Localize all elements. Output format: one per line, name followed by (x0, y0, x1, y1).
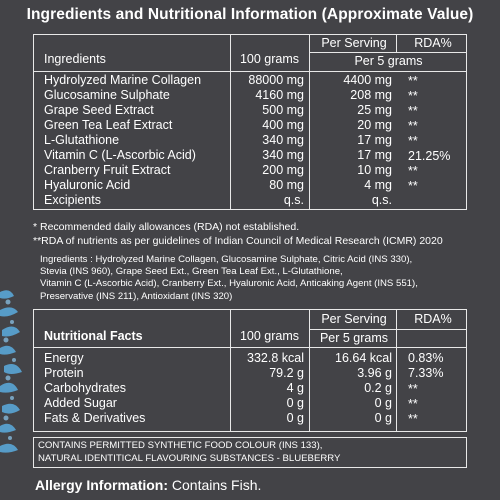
leaf-decoration (0, 282, 24, 482)
table-row-serving: 20 mg (357, 118, 392, 132)
table-row-100g: q.s. (283, 193, 304, 207)
table-row-rda: ** (408, 382, 418, 396)
table-row-name: Vitamin C (L-Ascorbic Acid) (44, 148, 196, 162)
table-row-serving: 0 g (374, 411, 392, 425)
table-row-name: Glucosamine Sulphate (44, 88, 170, 102)
row-divider (309, 329, 466, 330)
table-row-100g: 200 mg (262, 163, 304, 177)
table-row-rda: ** (408, 104, 418, 118)
header-divider (34, 347, 466, 348)
table-row-serving: 4400 mg (343, 73, 392, 87)
table-row-name: Energy (44, 351, 84, 365)
table-row-serving: 4 mg (364, 178, 392, 192)
ingredients-line: Ingredients : Hydrolyzed Marine Collagen, Glucosamine Sulphate, Citric Acid (INS 330), (40, 254, 413, 265)
table-row-name: Hyaluronic Acid (44, 178, 131, 192)
allergy-value: Contains Fish. (171, 477, 262, 493)
allergy-information (35, 477, 261, 493)
table-row-serving: 208 mg (350, 88, 392, 102)
table-row-rda: 7.33% (408, 366, 444, 380)
table-row-serving: 16.64 kcal (335, 351, 392, 365)
table-row-serving: 3.96 g (357, 366, 392, 380)
table-row-100g: 4160 mg (255, 88, 304, 102)
row-divider (309, 52, 466, 53)
table-row-serving: 10 mg (357, 163, 392, 177)
table-row-name: Hydrolyzed Marine Collagen (44, 73, 202, 87)
table-row-rda: ** (408, 134, 418, 148)
per-serving-header: Per Serving (321, 312, 387, 326)
rda-header: RDA% (414, 36, 452, 50)
colour-warning-box (33, 437, 467, 468)
per-serving-header: Per Serving (321, 36, 387, 50)
ingredients-line: Preservative (INS 211), Antioxidant (INS 320) (40, 290, 233, 302)
table-row-100g: 79.2 g (269, 366, 304, 380)
ingredients-list (40, 254, 470, 303)
ingredients-line: Stevia (INS 960), Grape Seed Ext., Green Tea Leaf Ext., L-Glutathione, (40, 266, 343, 278)
table-row-rda: ** (408, 412, 418, 426)
table-row-serving: q.s. (371, 193, 392, 207)
warning-line: CONTAINS PERMITTED SYNTHETIC FOOD COLOUR (INS 133), (38, 440, 323, 451)
column-divider (230, 310, 231, 431)
ingredients-line: Vitamin C (L-Ascorbic Acid), Cranberry Ext., Hyaluronic Acid, Anticaking Agent (INS 551), (40, 278, 418, 290)
table-row-100g: 400 mg (262, 118, 304, 132)
table-row-100g: 0 g (286, 411, 304, 425)
table-row-rda: ** (408, 179, 418, 193)
nutritional-facts-header: Nutritional Facts (44, 329, 143, 343)
table-row-serving: 25 mg (357, 103, 392, 117)
table-row-100g: 500 mg (262, 103, 304, 117)
allergy-label: Allergy Information: (35, 477, 169, 493)
table-row-rda: ** (408, 89, 418, 103)
table-row-serving: 17 mg (357, 148, 392, 162)
table-row-serving: 0.2 g (364, 381, 392, 395)
grams-header: 100 grams (239, 329, 300, 343)
grams-header: 100 grams (239, 52, 300, 66)
rda-footnote: * Recommended daily allowances (RDA) not established. (33, 221, 300, 233)
table-row-rda: ** (408, 164, 418, 178)
table-row-name: Excipients (44, 193, 101, 207)
column-divider (230, 35, 231, 209)
warning-line: NATURAL IDENTITICAL FLAVOURING SUBSTANCES - BLUEBERRY (38, 452, 341, 464)
nutrition-facts-table (33, 309, 467, 432)
table-row-100g: 340 mg (262, 133, 304, 147)
table-row-serving: 17 mg (357, 133, 392, 147)
ingredients-table (33, 34, 467, 210)
column-divider (396, 35, 397, 52)
table-row-rda: ** (408, 74, 418, 88)
table-row-name: Green Tea Leaf Extract (44, 118, 173, 132)
table-row-100g: 4 g (286, 381, 304, 395)
table-row-rda: ** (408, 397, 418, 411)
table-row-serving: 0 g (374, 396, 392, 410)
table-row-name: Grape Seed Extract (44, 103, 154, 117)
table-row-name: Added Sugar (44, 396, 117, 410)
table-row-name: Carbohydrates (44, 381, 126, 395)
table-row-rda: 0.83% (408, 351, 444, 365)
table-row-rda: 21.25% (408, 149, 451, 163)
table-row-100g: 80 mg (269, 178, 304, 192)
table-row-rda: ** (408, 119, 418, 133)
table-row-100g: 340 mg (262, 148, 304, 162)
ingredients-header: Ingredients (44, 52, 106, 66)
table-row-100g: 332.8 kcal (247, 351, 304, 365)
table-row-100g: 0 g (286, 396, 304, 410)
page-title: Ingredients and Nutritional Information (Approximate Value) (26, 6, 474, 23)
table-row-name: Cranberry Fruit Extract (44, 163, 171, 177)
per-serving-amount-header: Per 5 grams (319, 331, 389, 345)
table-row-name: Fats & Derivatives (44, 411, 146, 425)
icmr-footnote: **RDA of nutrients as per guidelines of Indian Council of Medical Research (ICMR) 2020 (33, 235, 443, 247)
table-row-100g: 88000 mg (248, 73, 304, 87)
header-divider (34, 71, 466, 72)
rda-header: RDA% (414, 312, 452, 326)
table-row-name: L-Glutathione (44, 133, 120, 147)
per-serving-amount-header: Per 5 grams (354, 54, 423, 68)
table-row-name: Protein (44, 366, 84, 380)
